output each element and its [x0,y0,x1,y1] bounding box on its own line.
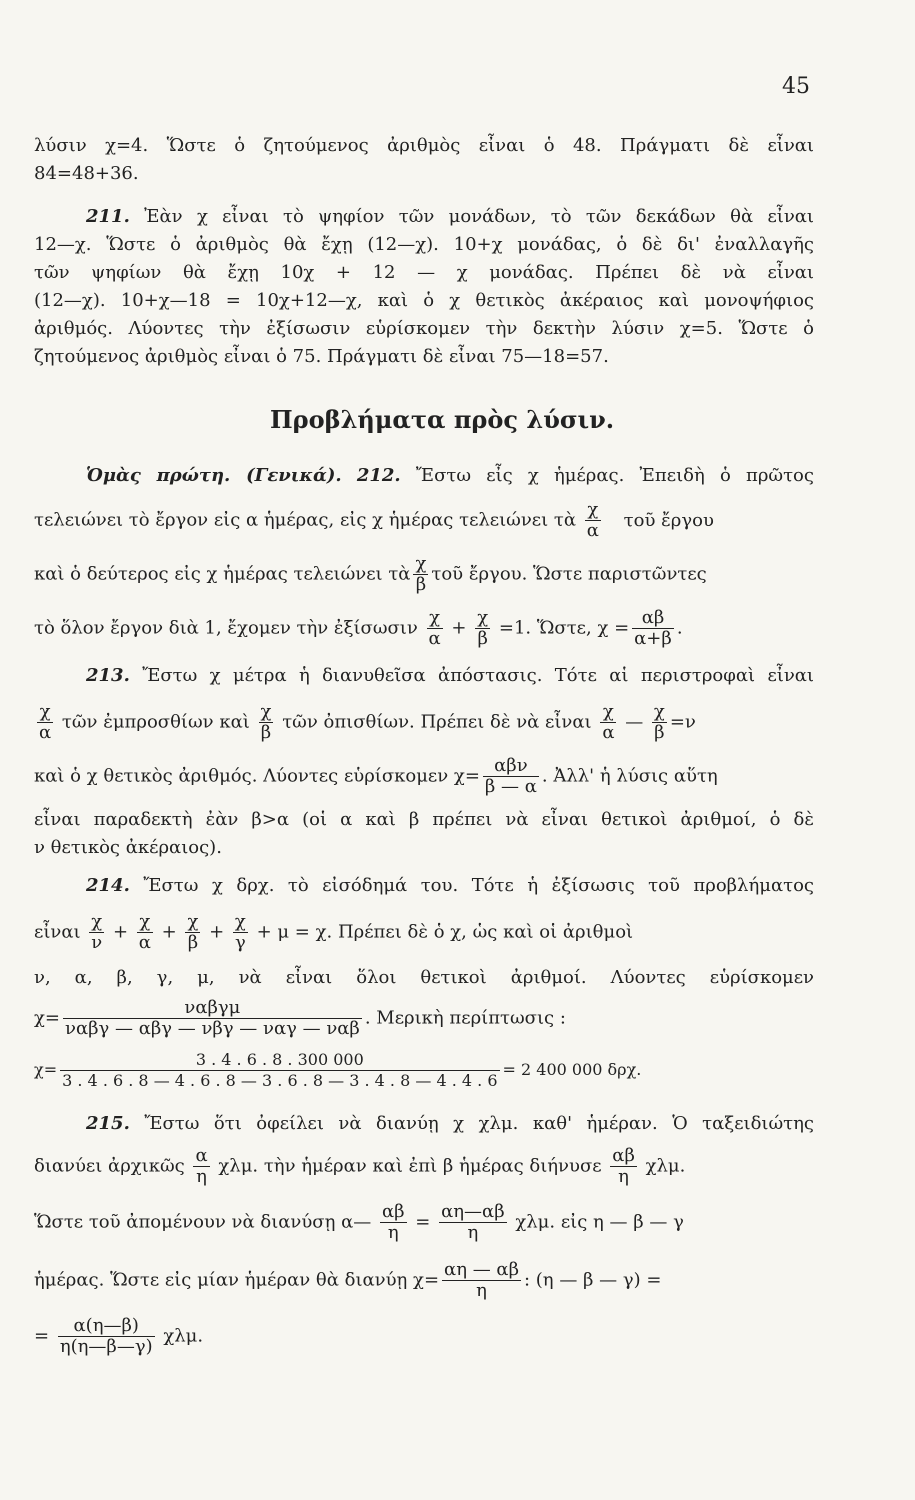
text: χλμ. εἰς η — β — γ [515,1211,684,1233]
text: = 2 400 000 δρχ. [502,1060,642,1079]
fraction: $\frac{\chi}{\alpha}$ [39,701,52,743]
text-line: $\frac{\chi}{\alpha}$ τῶν ἐμπροσθίων καὶ $\frac{\chi}{\beta}$ τῶν ὀπισθίων. Πρέπει δὲ νὰ εἶναι $\frac{\chi}{\alpha}$ — $\frac{\chi}{\beta}$ =ν [39,701,696,743]
text-line: εἶναι παραδεκτὴ ἐὰν β>α (οἱ α καὶ β πρέπει νὰ εἶναι θετικοὶ ἀριθμοί, ὁ δὲ [34,809,814,830]
text: Ἐὰν χ εἶναι τὸ ψηφίον τῶν μονάδων, τὸ τῶν δεκάδων θὰ εἶναι [144,206,814,227]
fraction: $\frac{\alpha}{\eta}$ [195,1145,208,1187]
fraction: $\frac{\alpha\eta — \alpha\beta}{\eta}$ [444,1259,519,1301]
fraction: $\frac{\chi}{\alpha}$ [602,701,615,743]
text-line [34,500,814,541]
text-line: 84=48+36. [34,163,139,184]
text-line: τὸ ὅλον ἔργον διὰ 1, ἔχομεν τὴν ἐξίσωσιν $\frac{\chi}{\alpha}$ + $\frac{\chi}{\beta}$ =1. Ὥστε, χ = $\frac{\alpha\beta}{\alpha+\beta}$ . [34,607,683,649]
problem-number: 215. [86,1113,130,1134]
fraction: $\frac{\chi}{\beta}$ [260,701,272,743]
text: . Μερικὴ περίπτωσις : [364,1007,566,1029]
fraction: $\frac{\chi}{\beta}$ [477,607,489,649]
text-line: ν θετικὸς ἀκέραιος). [34,837,222,858]
text-line: λύσιν χ=4. Ὥστε ὁ ζητούμενος ἀριθμὸς εἶναι ὁ 48. Πράγματι δὲ εἶναι [34,135,814,156]
fraction: $\frac{\alpha\eta—\alpha\beta}{\eta}$ [441,1201,505,1243]
page-number: 45 [782,74,810,99]
problem-number: 212. [356,465,401,486]
text: τοῦ ἔργου [623,509,714,531]
text: χλμ. [645,1155,686,1177]
text-line [34,1146,814,1187]
fraction: $\frac{\chi}{\gamma}$ [234,911,246,953]
fraction: $\frac{\alpha\beta}{\eta}$ [381,1201,405,1243]
text: =1. Ὥστε, χ = [498,617,630,639]
text: Ἔστω εἶς χ ἡμέρας. Ἐπειδὴ ὁ πρῶτος [415,465,814,486]
text-line [34,1316,814,1357]
fraction: $\frac{\chi}{\beta}$ [415,553,427,595]
text: τοῦ ἔργου. Ὥστε παριστῶντες [431,563,707,585]
text: Ἔστω χ μέτρα ἡ διανυθεῖσα ἀπόστασις. Τότε αἱ περιστροφαὶ εἶναι [142,665,814,686]
text-line: εἶναι $\frac{\chi}{\nu}$ + $\frac{\chi}{\alpha}$ + $\frac{\chi}{\beta}$ + $\frac{\chi}{\gamma}$ + μ = χ. Πρέπει δὲ ὁ χ, ὡς καὶ οἱ ἀριθμοὶ [34,911,634,953]
text: Ἔστω ὅτι ὀφείλει νὰ διανύῃ χ χλμ. καθ' ἡμέραν. Ὁ ταξειδιώτης [144,1113,814,1134]
text-line [34,998,814,1039]
text: καὶ ὁ χ θετικὸς ἀριθμός. Λύοντες εὑρίσκομεν χ= [34,765,480,787]
text-line [34,1050,814,1091]
problem-214-line [86,874,814,898]
fraction: $\frac{\chi}{\nu}$ [91,911,103,953]
text-line [34,756,814,797]
text: + μ = χ. Πρέπει δὲ ὁ χ, ὡς καὶ οἱ ἀριθμοὶ [256,921,634,943]
text: χ= [34,1007,60,1029]
text: καὶ ὁ δεύτερος εἰς χ ἡμέρας τελειώνει τὰ [34,563,411,585]
fraction: $\frac{\alpha\beta}{\eta}$ [612,1145,635,1187]
fraction: $\frac{\text{ναβγμ}}{\text{ναβγ — αβγ — νβγ — ναγ — ναβ}}$ [65,997,360,1039]
text: Ἔστω χ δρχ. τὸ εἰσόδημά του. Τότε ἡ ἐξίσωσις τοῦ προβλήματος [143,875,814,896]
fraction: 3 . 4 . 6 . 8 . 300 000 3 . 4 . 6 . 8 — 4 . 6 . 8 — 3 . 6 . 8 — 3 . 4 . 8 — 4 . 4 . 6 [62,1050,498,1090]
text: : (η — β — γ) = [524,1269,662,1291]
problem-number: 214. [86,875,130,896]
text: = [34,1325,50,1347]
problem-number: 211. [86,206,130,227]
fraction: $\frac{\alpha(\eta—\beta)}{\eta(\eta—\beta—\gamma)}$ [59,1315,153,1357]
text: χλμ. τὴν ἡμέραν καὶ ἐπὶ β ἡμέρας διήνυσε [218,1155,602,1177]
fraction: $\frac{\alpha\beta}{\alpha+\beta}$ [634,607,672,649]
fraction: $\frac{\chi}{\beta}$ [653,701,665,743]
problem-211-line [86,205,814,229]
fraction: $\frac{\chi}{\alpha}$ [586,499,599,541]
text: χλμ. [163,1325,204,1347]
fraction: $\frac{\text{αβν}}{\beta — \alpha}$ [484,755,537,797]
text: τῶν ἐμπροσθίων καὶ [61,711,250,733]
problem-number: 213. [86,665,130,686]
text-line [34,1260,814,1301]
group-title: Ὁμὰς πρώτη. (Γενικά). [86,465,342,486]
text-line [34,554,814,595]
text: = [415,1211,431,1233]
text: τὸ ὅλον ἔργον διὰ 1, ἔχομεν τὴν ἐξίσωσιν [34,617,418,639]
text: χ= [34,1060,58,1079]
text: εἶναι [34,921,81,943]
section-heading: Προβλήματα πρὸς λύσιν. [270,405,615,434]
text-line: (12—χ). 10+χ—18 = 10χ+12—χ, καὶ ὁ χ θετικὸς ἀκέραιος καὶ μονοψήφιος [34,290,814,311]
text: ἡμέρας. Ὥστε εἰς μίαν ἡμέραν θὰ διανύῃ χ= [34,1269,440,1291]
problem-212-line [86,464,814,488]
text-line: 12—χ. Ὥστε ὁ ἀριθμὸς θὰ ἔχῃ (12—χ). 10+χ μονάδας, ὁ δὲ δι' ἐναλλαγῆς [34,234,814,255]
text: Ὥστε τοῦ ἀπομένουν νὰ διανύσῃ α— [34,1211,372,1233]
text-line: ἀριθμός. Λύοντες τὴν ἐξίσωσιν εὑρίσκομεν τὴν δεκτὴν λύσιν χ=5. Ὥστε ὁ [34,318,814,339]
text: τελειώνει τὸ ἔργον εἰς α ἡμέρας, εἰς χ ἡμέρας τελειώνει τὰ [34,509,577,531]
problem-213-line [86,664,814,688]
problem-215-line [86,1112,814,1136]
text: τῶν ὀπισθίων. Πρέπει δὲ νὰ εἶναι [282,711,592,733]
text-line: ν, α, β, γ, μ, νὰ εἶναι ὅλοι θετικοὶ ἀριθμοί. Λύοντες εὑρίσκομεν [34,967,814,988]
text: διανύει ἀρχικῶς [34,1155,185,1177]
text-line: ζητούμενος ἀριθμὸς εἶναι ὁ 75. Πράγματι δὲ εἶναι 75—18=57. [34,346,609,367]
text: . Ἀλλ' ἡ λύσις αὕτη [541,765,718,787]
fraction: $\frac{\chi}{\alpha}$ [138,911,151,953]
text-line [34,1202,814,1243]
fraction: $\frac{\chi}{\alpha}$ [428,607,441,649]
fraction: $\frac{\chi}{\beta}$ [187,911,199,953]
text-line: τῶν ψηφίων θὰ ἔχῃ 10χ + 12 — χ μονάδας. Πρέπει δὲ νὰ εἶναι [34,262,814,283]
